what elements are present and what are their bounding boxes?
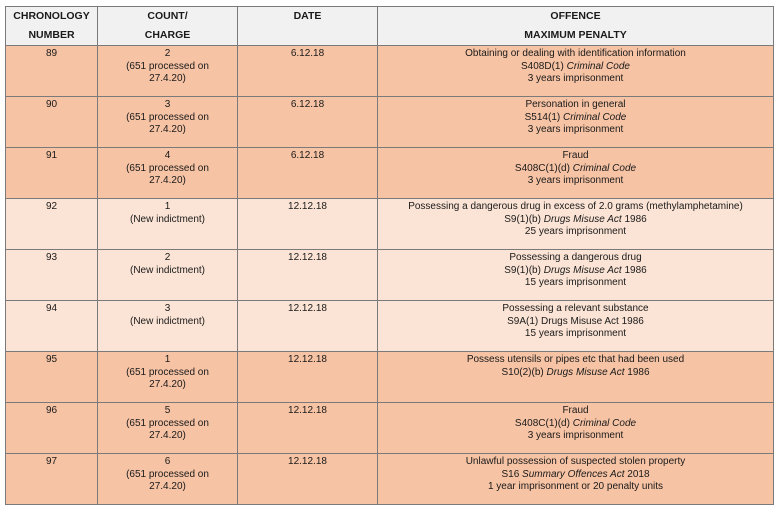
offence-statute bbox=[378, 61, 773, 74]
statute-act-year: 1986 bbox=[624, 213, 647, 225]
table-row bbox=[6, 250, 774, 301]
offence-title: Possess utensils or pipes etc that had been used bbox=[466, 354, 685, 365]
statute-act-year: 1986 bbox=[624, 264, 647, 276]
offence-chronology-table bbox=[5, 6, 774, 505]
offence-statute bbox=[378, 265, 773, 278]
table-row bbox=[6, 46, 774, 97]
statute-act-name: Criminal Code bbox=[572, 162, 637, 174]
cell-chronology-number: 96 bbox=[6, 403, 98, 454]
cell-date: 12.12.18 bbox=[238, 250, 378, 301]
cell-offence bbox=[378, 454, 774, 505]
cell-count-charge: 6 (651 processed on 27.4.20) bbox=[98, 454, 238, 505]
statute-section: S514(1) bbox=[524, 111, 561, 123]
cell-offence bbox=[378, 148, 774, 199]
cell-count-charge: 4 (651 processed on 27.4.20) bbox=[98, 148, 238, 199]
cell-chronology-number: 91 bbox=[6, 148, 98, 199]
statute-section: S10(2)(b) bbox=[501, 366, 544, 378]
cell-offence bbox=[378, 199, 774, 250]
cell-count-charge: 2 (651 processed on 27.4.20) bbox=[98, 46, 238, 97]
statute-section: S9(1)(b) bbox=[504, 213, 541, 225]
cell-chronology-number: 93 bbox=[6, 250, 98, 301]
offence-title: Possessing a dangerous drug bbox=[509, 252, 642, 263]
cell-date: 12.12.18 bbox=[238, 301, 378, 352]
table-row bbox=[6, 148, 774, 199]
table-header-row bbox=[6, 7, 774, 46]
maximum-penalty: 3 years imprisonment bbox=[527, 430, 624, 442]
offence-statute bbox=[378, 112, 773, 125]
statute-act-name: Criminal Code bbox=[572, 417, 637, 429]
statute-act-name: Criminal Code bbox=[563, 111, 627, 123]
cell-count-charge: 3 (New indictment) bbox=[98, 301, 238, 352]
cell-date: 6.12.18 bbox=[238, 46, 378, 97]
offence-statute bbox=[378, 214, 773, 227]
maximum-penalty: 15 years imprisonment bbox=[524, 328, 627, 340]
table-row bbox=[6, 301, 774, 352]
offence-title: Fraud bbox=[562, 150, 589, 161]
offence-statute bbox=[378, 367, 773, 380]
cell-date: 6.12.18 bbox=[238, 148, 378, 199]
statute-section: S408C(1)(d) bbox=[514, 417, 570, 429]
cell-chronology-number: 95 bbox=[6, 352, 98, 403]
offence-table-container bbox=[5, 6, 774, 505]
cell-count-charge: 5 (651 processed on 27.4.20) bbox=[98, 403, 238, 454]
maximum-penalty: 3 years imprisonment bbox=[527, 175, 624, 187]
cell-chronology-number: 94 bbox=[6, 301, 98, 352]
offence-title: Fraud bbox=[562, 405, 589, 416]
offence-title: Personation in general bbox=[525, 99, 626, 110]
cell-offence bbox=[378, 352, 774, 403]
cell-offence bbox=[378, 46, 774, 97]
table-row bbox=[6, 199, 774, 250]
maximum-penalty: 3 years imprisonment bbox=[527, 73, 624, 85]
statute-act-name: Drugs Misuse Act bbox=[546, 366, 625, 378]
offence-statute bbox=[378, 163, 773, 176]
offence-title: Obtaining or dealing with identification information bbox=[465, 48, 686, 59]
offence-statute bbox=[378, 418, 773, 431]
header-count-charge: COUNT/ CHARGE bbox=[98, 7, 238, 46]
cell-offence bbox=[378, 403, 774, 454]
offence-statute bbox=[378, 316, 773, 329]
cell-offence bbox=[378, 97, 774, 148]
cell-date: 12.12.18 bbox=[238, 454, 378, 505]
table-row bbox=[6, 454, 774, 505]
offence-title: Possessing a dangerous drug in excess of 2.0 grams (methylamphetamine) bbox=[408, 201, 743, 212]
cell-count-charge: 1 (New indictment) bbox=[98, 199, 238, 250]
cell-offence bbox=[378, 250, 774, 301]
cell-count-charge: 1 (651 processed on 27.4.20) bbox=[98, 352, 238, 403]
header-offence-maximum-penalty: OFFENCE MAXIMUM PENALTY bbox=[378, 7, 774, 46]
statute-act-name: Drugs Misuse Act bbox=[541, 315, 619, 327]
cell-date: 12.12.18 bbox=[238, 199, 378, 250]
statute-section: S9(1)(b) bbox=[504, 264, 541, 276]
cell-chronology-number: 92 bbox=[6, 199, 98, 250]
statute-act-year: 2018 bbox=[627, 468, 650, 480]
statute-section: S9A(1) bbox=[507, 315, 539, 327]
statute-act-year: 1986 bbox=[627, 366, 650, 378]
maximum-penalty: 15 years imprisonment bbox=[524, 277, 627, 289]
offence-title: Unlawful possession of suspected stolen property bbox=[465, 456, 686, 467]
table-body bbox=[6, 46, 774, 505]
statute-section: S408D(1) bbox=[521, 60, 564, 72]
cell-chronology-number: 89 bbox=[6, 46, 98, 97]
offence-statute bbox=[378, 469, 773, 482]
table-row bbox=[6, 352, 774, 403]
cell-date: 12.12.18 bbox=[238, 352, 378, 403]
table-row bbox=[6, 97, 774, 148]
cell-chronology-number: 97 bbox=[6, 454, 98, 505]
cell-count-charge: 3 (651 processed on 27.4.20) bbox=[98, 97, 238, 148]
maximum-penalty: 3 years imprisonment bbox=[527, 124, 624, 136]
header-chronology-number: CHRONOLOGY NUMBER bbox=[6, 7, 98, 46]
statute-section: S16 bbox=[501, 468, 520, 480]
statute-act-year: 1986 bbox=[621, 315, 644, 327]
offence-title: Possessing a relevant substance bbox=[502, 303, 649, 314]
cell-count-charge: 2 (New indictment) bbox=[98, 250, 238, 301]
cell-offence bbox=[378, 301, 774, 352]
statute-act-name: Criminal Code bbox=[566, 60, 630, 72]
header-date: DATE bbox=[238, 7, 378, 46]
statute-section: S408C(1)(d) bbox=[514, 162, 570, 174]
table-row bbox=[6, 403, 774, 454]
maximum-penalty: 25 years imprisonment bbox=[524, 226, 627, 238]
cell-date: 6.12.18 bbox=[238, 97, 378, 148]
statute-act-name: Drugs Misuse Act bbox=[543, 213, 622, 225]
statute-act-name: Summary Offences Act bbox=[522, 468, 625, 480]
cell-chronology-number: 90 bbox=[6, 97, 98, 148]
maximum-penalty: 1 year imprisonment or 20 penalty units bbox=[487, 481, 664, 493]
cell-date: 12.12.18 bbox=[238, 403, 378, 454]
statute-act-name: Drugs Misuse Act bbox=[543, 264, 622, 276]
